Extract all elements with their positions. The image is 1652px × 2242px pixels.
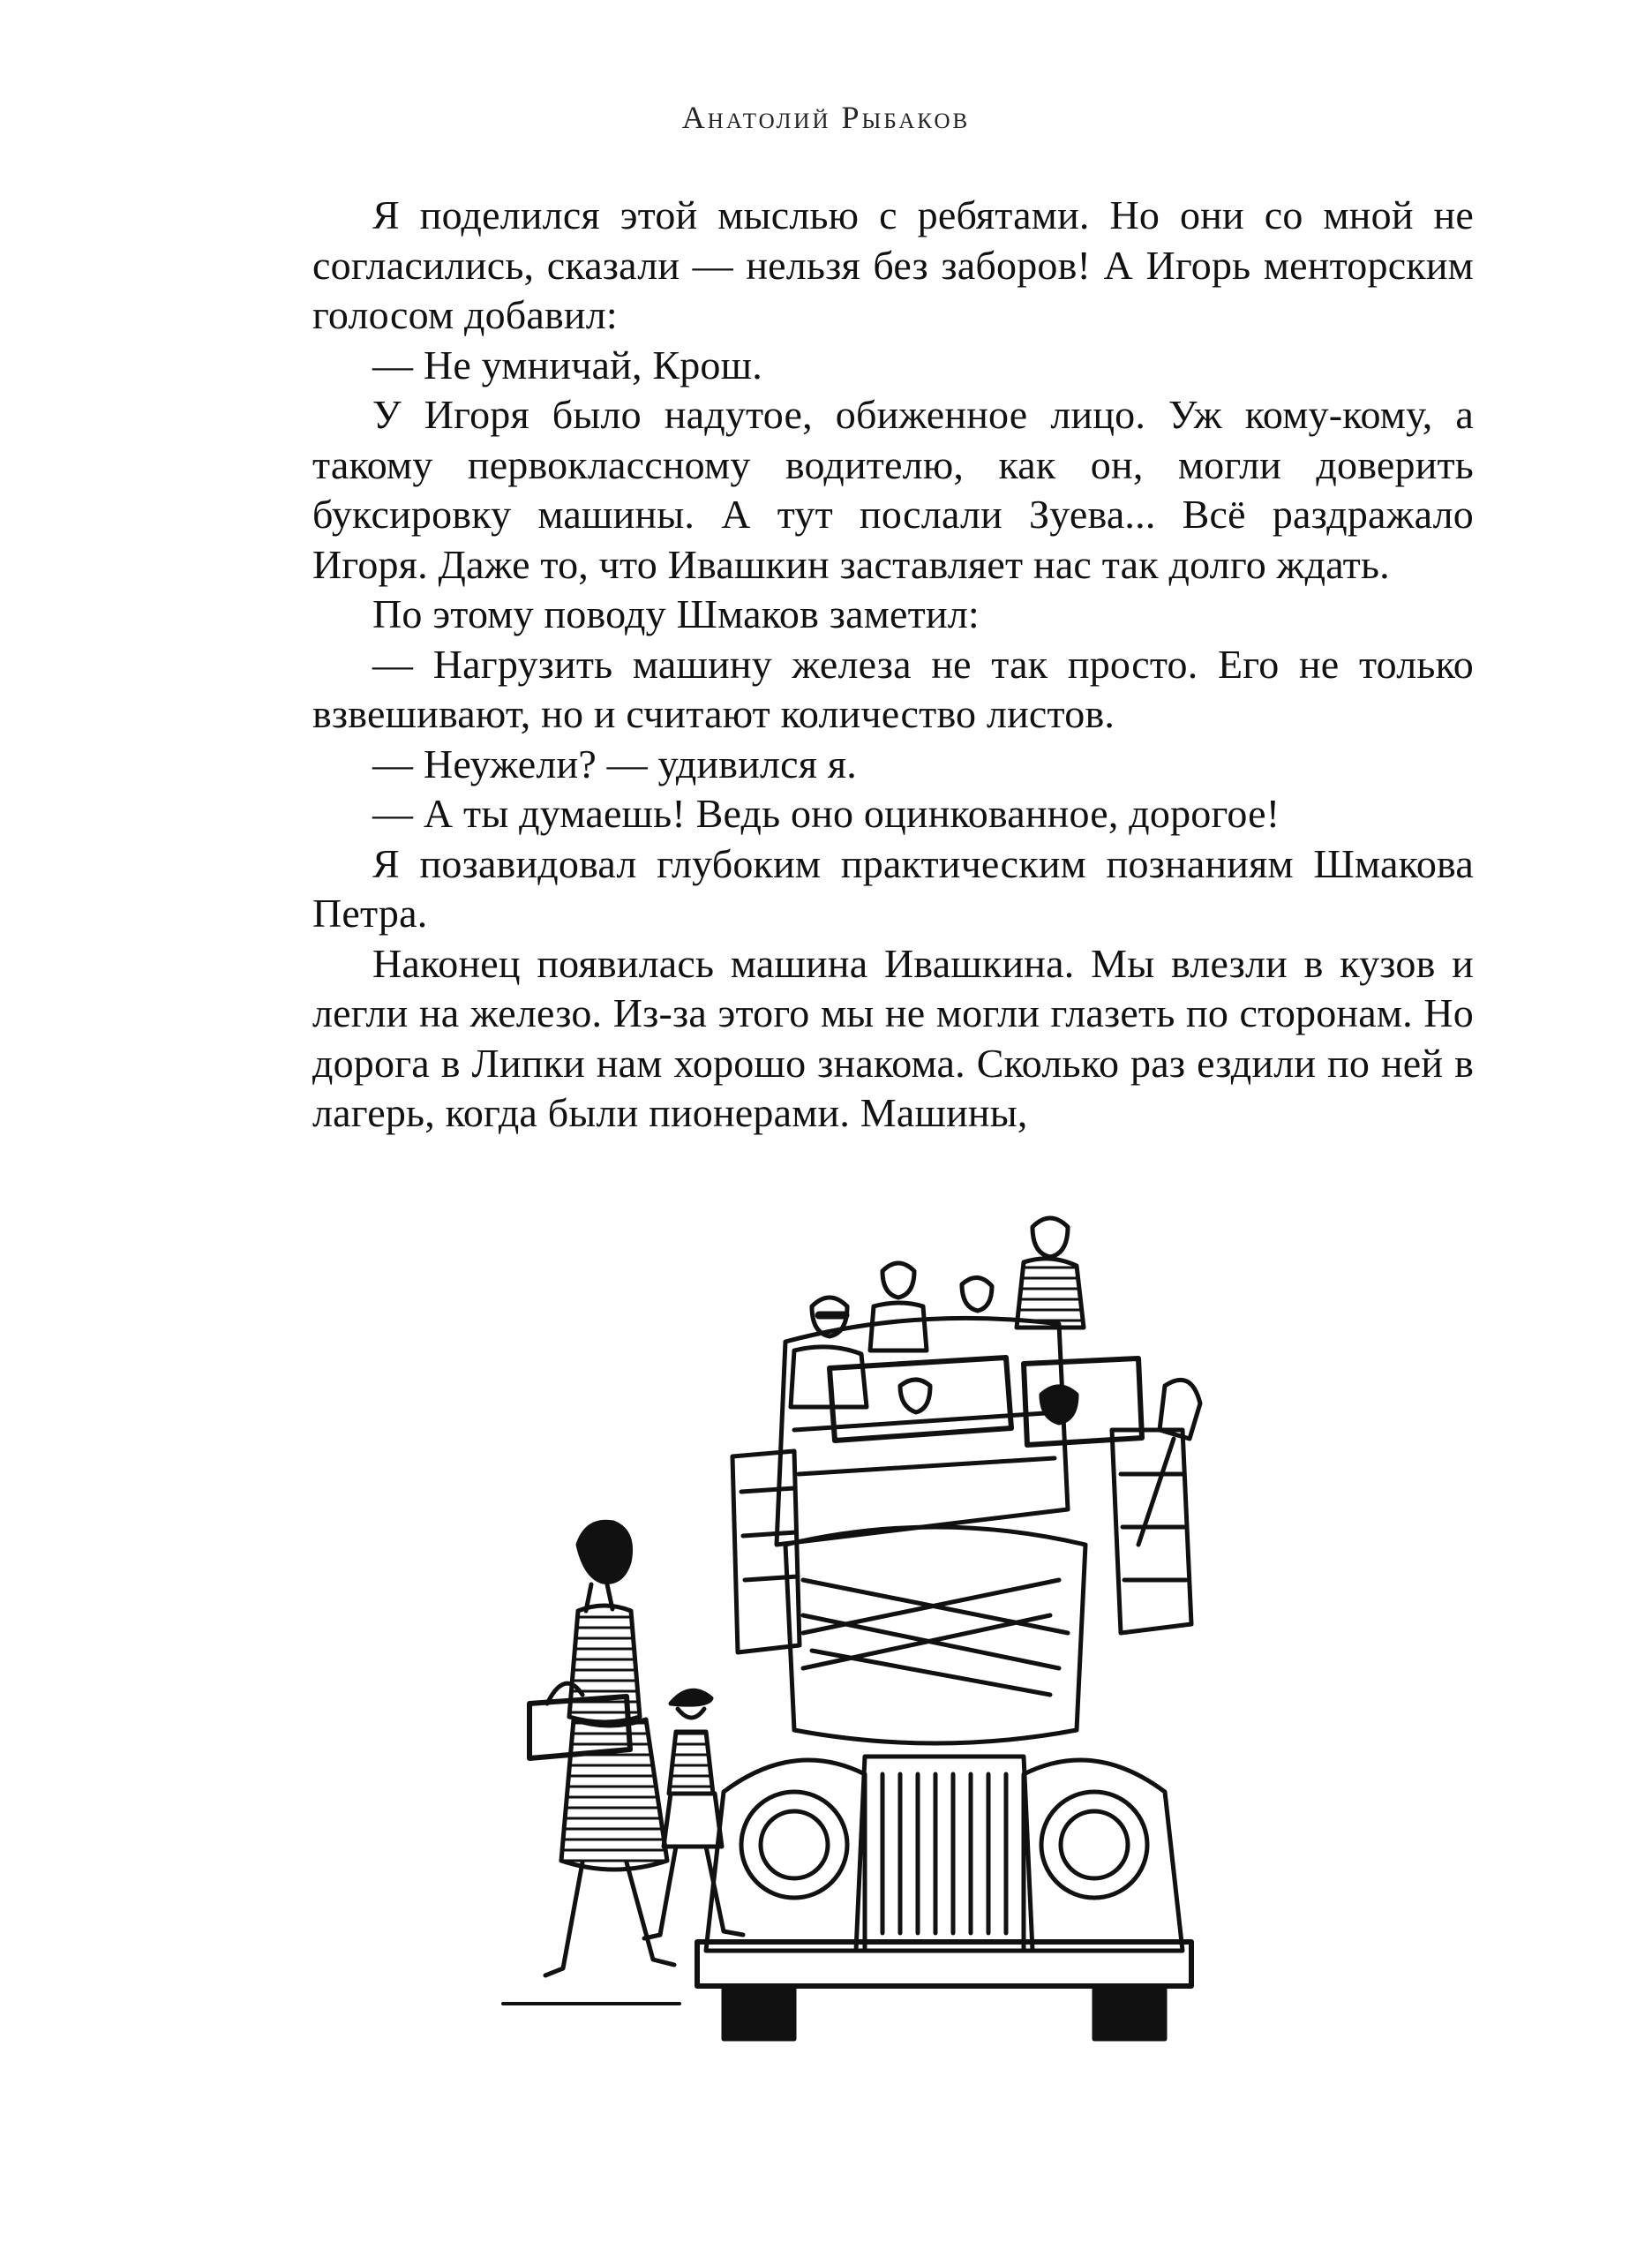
truck [697,1318,1200,2039]
paragraph: По этому поводу Шмаков заметил: [372,591,980,636]
paragraph: Я поделился этой мыслью с ребятами. Но они со мной не согласились, сказали — нельзя без заборов! А Игорь менторским голосом добавил: [312,192,1474,337]
paragraph: — Не умничай, Крош. [372,342,762,387]
paragraph: — Нагрузить машину железа не так просто. Его не только взвешивают, но и считают количество листов. [312,641,1474,736]
paragraph: — А ты думаешь! Ведь оно оцинкованное, дорогое! [372,791,1280,836]
woman-figure [529,1522,674,1975]
paragraph: У Игоря было надутое, обиженное лицо. Уж кому-кому, а такому первоклассному водителю, как он, могли доверить буксировку машины. А тут послали Зуева... Всё раздражало Игоря. Даже то, что Ивашкин заставляет нас так долго ждать. [312,392,1474,587]
running-head: Анатолий Рыбаков [681,100,971,135]
paragraph: — Неужели? — удивился я. [372,741,857,786]
truck-illustration [494,1209,1377,2092]
paragraph: Я позавидовал глубоким практическим познаниям Шмакова Петра. [312,840,1474,936]
body-text [312,191,1474,1139]
paragraph: Наконец появилась машина Ивашкина. Мы влезли в кузов и легли на железо. Из-за этого мы не могли глазеть по сторонам. Но дорога в Липки нам хорошо знакома. Сколько раз ездили по ней в лагерь, когда были пионерами. Машины, [312,940,1474,1135]
